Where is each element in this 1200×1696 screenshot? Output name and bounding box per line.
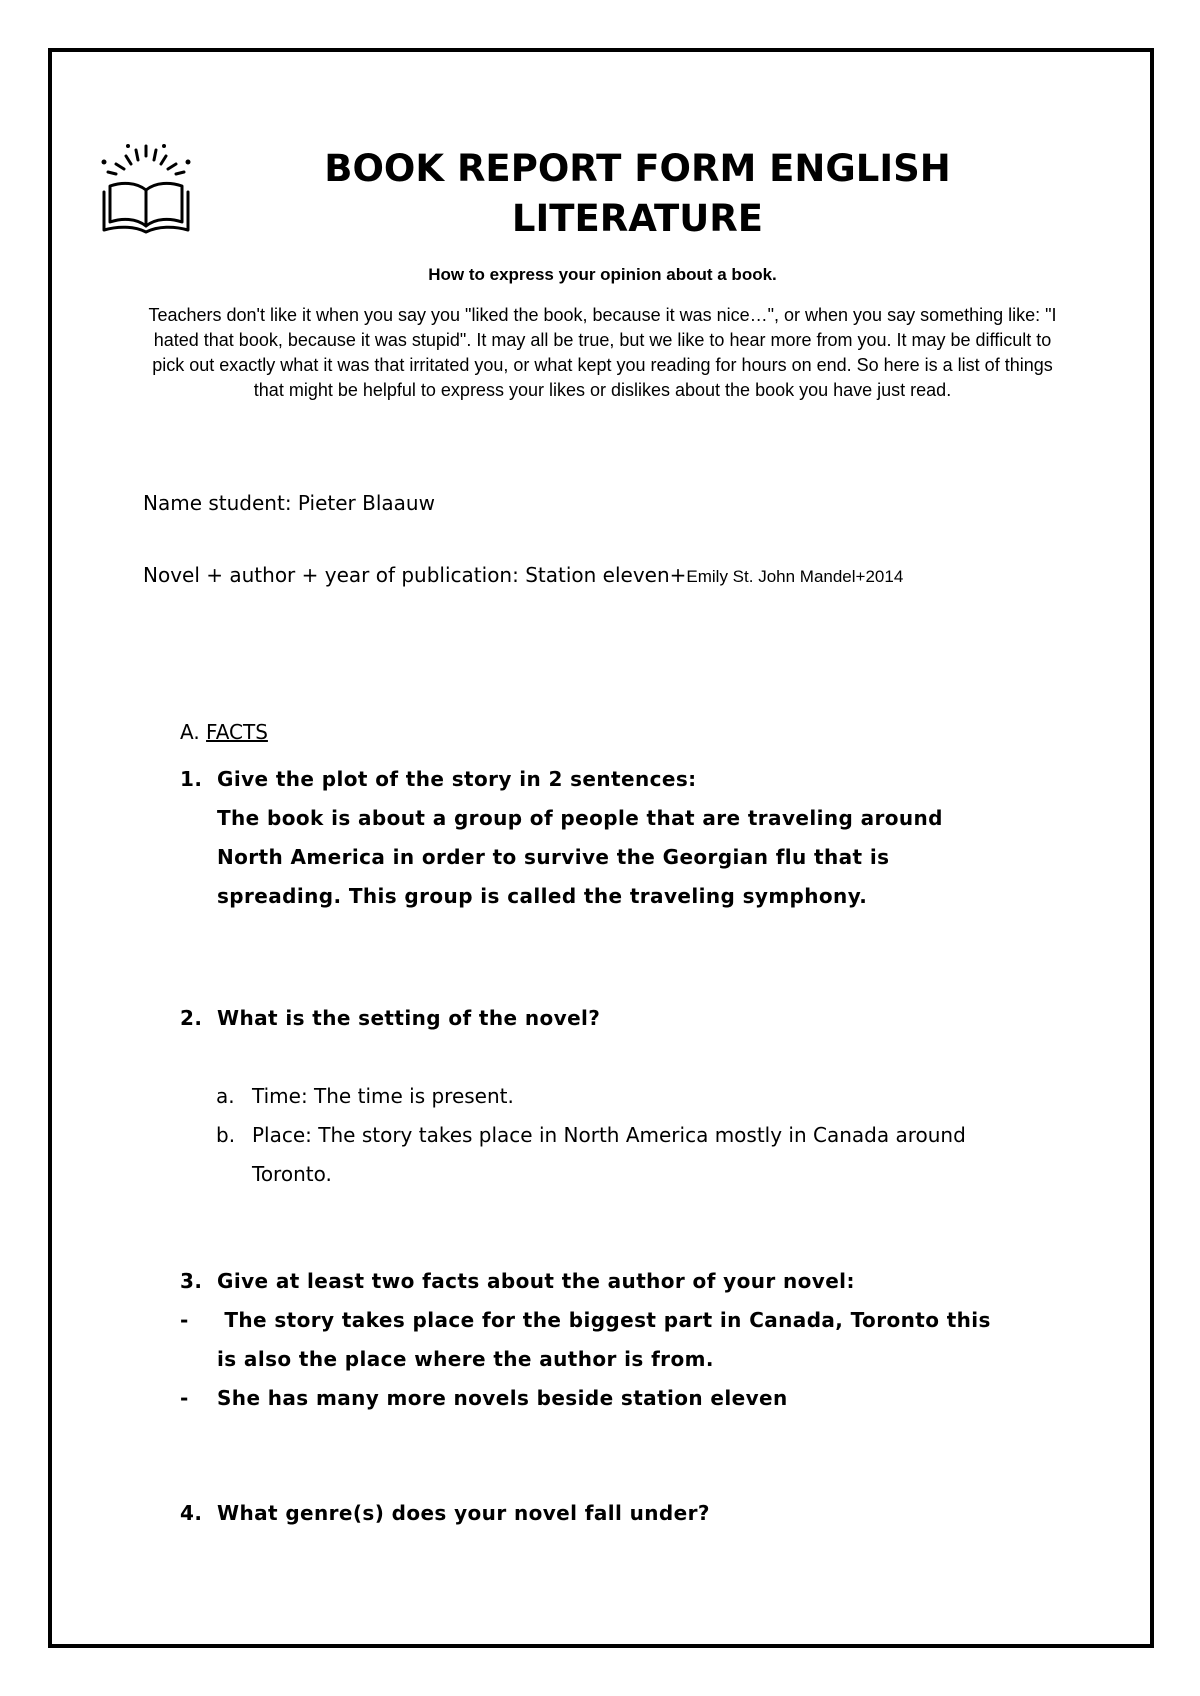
student-name-field [143, 490, 435, 516]
dash-marker: - [180, 1308, 189, 1332]
question-number: 4. [180, 1501, 203, 1525]
novel-label-text: Novel + author + year of publication: Station eleven+ [143, 563, 687, 587]
question-number: 1. [180, 767, 203, 791]
setting-place-item [216, 1116, 1066, 1194]
question-number: 3. [180, 1269, 203, 1293]
sub-item-text [252, 1077, 1066, 1116]
subtitle: How to express your opinion about a book. [428, 265, 777, 284]
answer-line: The book is about a group of people that are traveling around [217, 806, 943, 830]
section-a-heading [180, 718, 268, 746]
intro-paragraph: Teachers don't like it when you say you "liked the book, because it was nice…", or when you say something like: "I hated that book, because it was stupid". It may all be true, but we like to hear more from you. It may be difficult to pick out exactly what it was that irritated you, or what kept you reading for hours on end. So here is a list of things that might be helpful to express your likes or dislikes about the book you have just read. [148, 305, 1057, 400]
answer-line: North America in order to survive the Georgian flu that is [217, 845, 890, 869]
dash-item-line: The story takes place for the biggest part in Canada, Toronto this [217, 1308, 991, 1332]
question-text: Give at least two facts about the author of your novel: [217, 1269, 855, 1293]
question-text: What is the setting of the novel? [217, 1006, 601, 1030]
sub-item-line: Toronto. [252, 1162, 332, 1186]
sub-item-text [252, 1116, 1066, 1194]
author-fact-2 [180, 1379, 1060, 1418]
answer-line: spreading. This group is called the traveling symphony. [217, 884, 868, 908]
novel-field [143, 562, 903, 590]
sub-item-line: Place: The story takes place in North America mostly in Canada around [252, 1123, 966, 1147]
page-title [230, 144, 1045, 244]
author-fact-1 [180, 1301, 1060, 1379]
novel-author-year: Emily St. John Mandel+2014 [686, 567, 904, 586]
title-line-2: LITERATURE [511, 197, 764, 240]
dash-item-line: is also the place where the author is from. [217, 1347, 714, 1371]
open-book-sparkle-icon [98, 142, 194, 238]
section-a-title: FACTS [206, 720, 268, 744]
sub-item-marker: b. [216, 1123, 236, 1147]
question-3 [180, 1262, 1060, 1301]
question-text: What genre(s) does your novel fall under? [217, 1501, 710, 1525]
dash-item-text [217, 1301, 1060, 1379]
student-name-text: Name student: Pieter Blaauw [143, 491, 435, 515]
dash-marker: - [180, 1386, 189, 1410]
dash-item-text [217, 1379, 1060, 1418]
dash-item-line: She has many more novels beside station eleven [217, 1386, 788, 1410]
sub-item-line: Time: The time is present. [252, 1084, 514, 1108]
question-number: 2. [180, 1006, 203, 1030]
section-a-marker: A. [180, 720, 200, 744]
question-1-answer [217, 799, 1060, 916]
question-4 [180, 1494, 1060, 1533]
sub-item-marker: a. [216, 1084, 235, 1108]
setting-time-item [216, 1077, 1066, 1116]
title-line-1: BOOK REPORT FORM ENGLISH [324, 147, 951, 190]
question-2 [180, 999, 1060, 1038]
question-1 [180, 760, 1060, 916]
question-text: Give the plot of the story in 2 sentences: [217, 767, 697, 791]
